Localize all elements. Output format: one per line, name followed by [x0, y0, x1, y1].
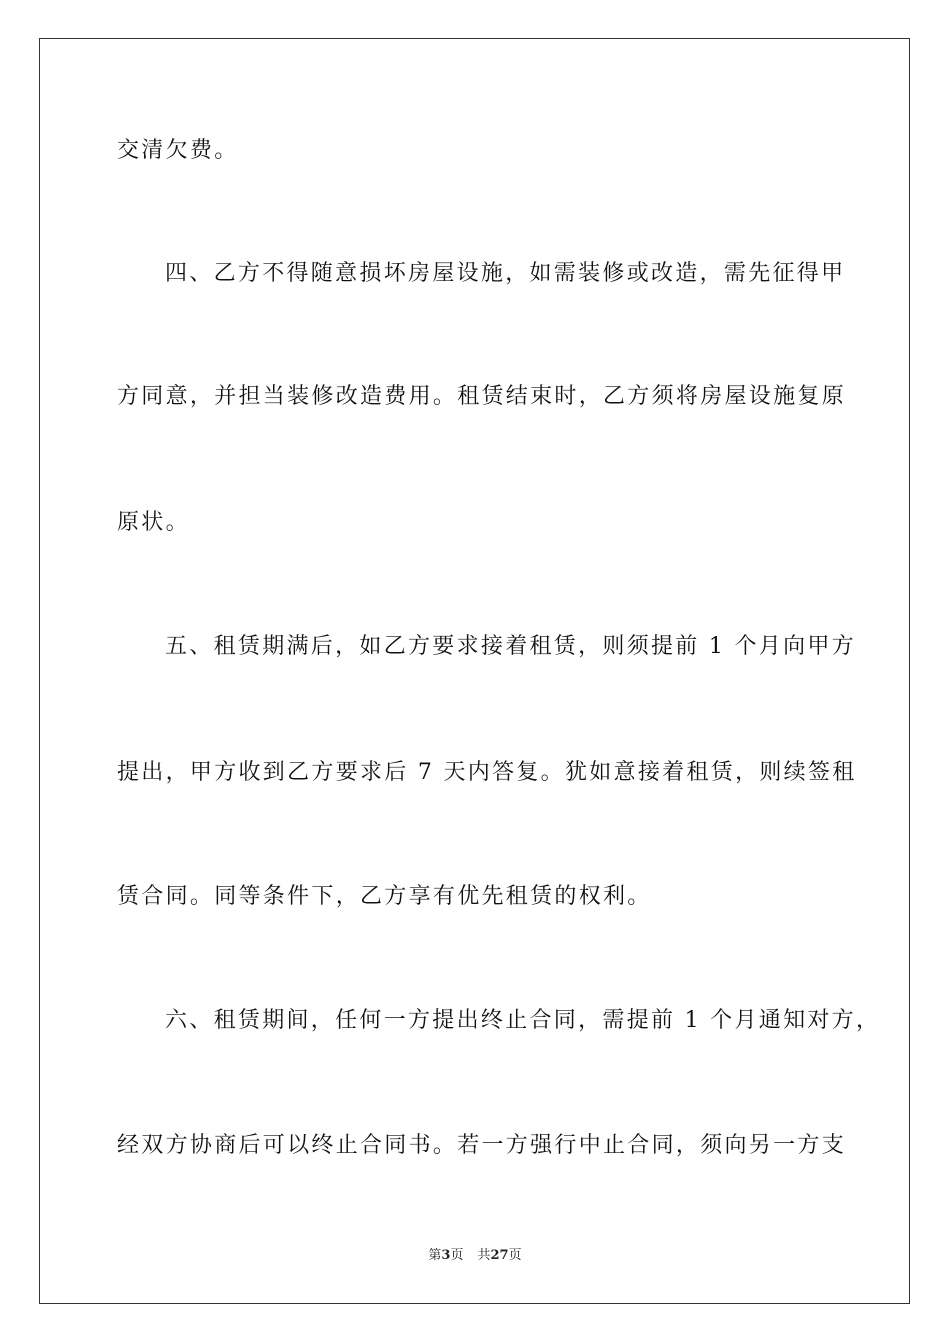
paragraph-line: 提出，甲方收到乙方要求后 7 天内答复。犹如意接着租赁，则续签租: [117, 760, 857, 785]
paragraph-line: 方同意，并担当装修改造费用。租赁结束时，乙方须将房屋设施复原: [117, 384, 847, 409]
page-prefix: 第: [428, 1248, 442, 1263]
paragraph-line: 经双方协商后可以终止合同书。若一方强行中止合同，须向另一方支: [117, 1133, 847, 1158]
total-prefix: 共: [477, 1248, 491, 1263]
page-suffix: 页: [450, 1248, 464, 1263]
paragraph-line: 六、租赁期间，任何一方提出终止合同，需提前 1 个月通知对方，: [165, 1008, 881, 1033]
page-footer: [0, 1248, 950, 1264]
paragraph-line: 五、租赁期满后，如乙方要求接着租赁，则须提前 1 个月向甲方: [165, 634, 856, 659]
paragraph-line: 四、乙方不得随意损坏房屋设施，如需装修或改造，需先征得甲: [165, 261, 846, 286]
page-border: [39, 38, 910, 1304]
total-pages: 27: [490, 1248, 509, 1263]
paragraph-line: 交清欠费。: [117, 138, 239, 163]
paragraph-line: 原状。: [117, 510, 190, 535]
paragraph-line: 赁合同。同等条件下，乙方享有优先租赁的权利。: [117, 884, 652, 909]
total-suffix: 页: [508, 1248, 522, 1263]
page-number: 3: [441, 1248, 451, 1263]
